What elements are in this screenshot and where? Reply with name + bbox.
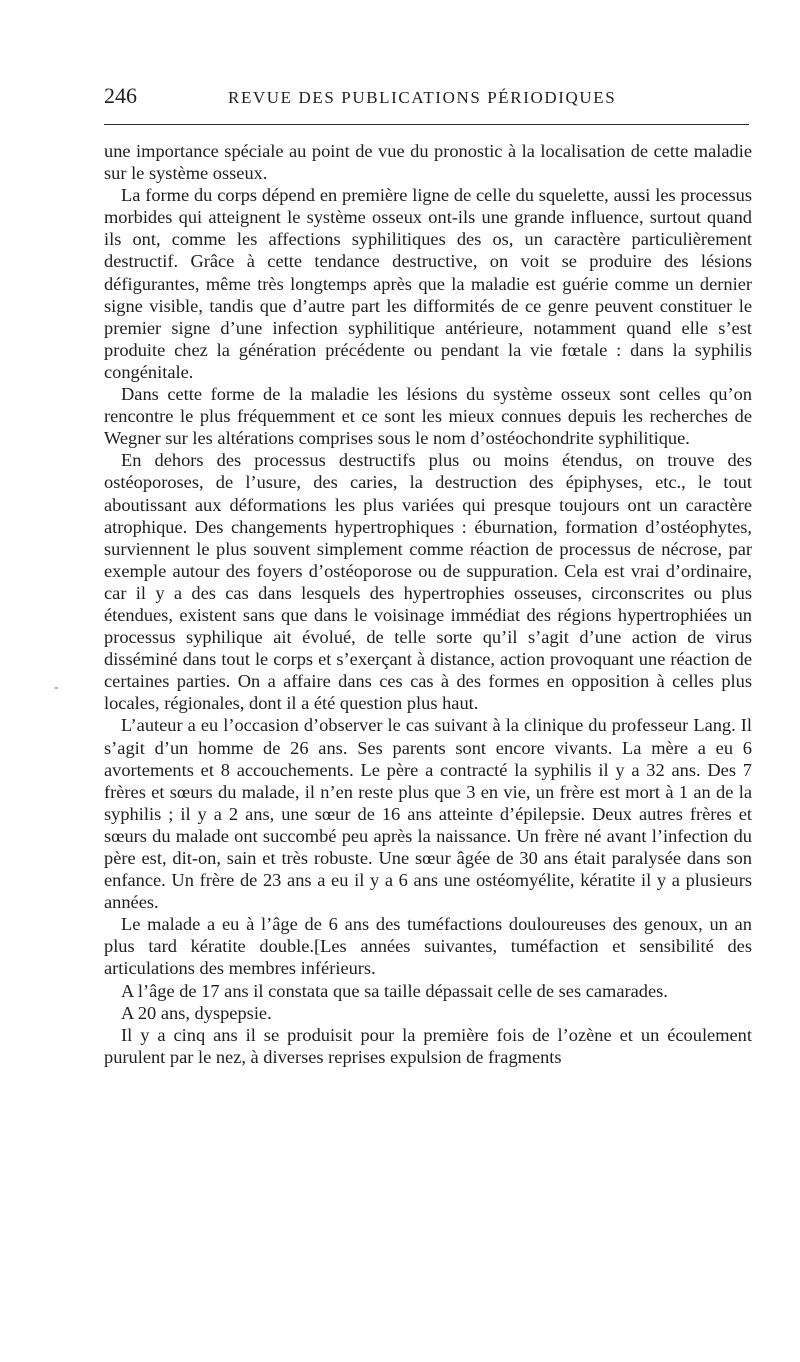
paragraph: A 20 ans, dyspepsie. [121,1002,272,1023]
paragraph: En dehors des processus destructifs plus ou moins étendus, on trouve des ostéoporoses, de l’usure, des caries, la destruction des épiphyses, etc., le tout aboutissant aux déformations les plus variées qui presque toujours ont un caractère atrophique. Des changements hypertrophiques : éburnation, formation d’ostéophytes, surviennent le plus souvent simplement comme réaction de processus de nécrose, par exemple autour des foyers d’ostéoporose ou de suppuration. Cela est vrai d’ordinaire, car il y a des cas dans lesquels des hypertrophies osseuses, circonscrites ou plus étendues, existent sans que dans le voisinage immédiat des régions hypertrophiées un processus syphilique ait évolué, de telle sorte qu’il s’agit d’une action de virus disséminé dans tout le corps et s’exerçant à distance, action provoquant une réaction de certaines parties. On a affaire dans ces cas à des formes en opposition à celles plus locales, régionales, dont il a été question plus haut. [104,450,752,714]
running-head: REVUE DES PUBLICATIONS PÉRIODIQUES [228,88,617,107]
paragraph: Il y a cinq ans il se produisit pour la première fois de l’ozène et un écoulement purulent par le nez, à diverses reprises expulsion de fragments [104,1024,752,1067]
body-text [104,140,752,1068]
paragraph: L’auteur a eu l’occasion d’observer le cas suivant à la clinique du professeur Lang. Il s’agit d’un homme de 26 ans. Ses parents sont encore vivants. La mère a eu 6 avortements et 8 accouchements. Le père a contracté la syphilis il y a 32 ans. Des 7 frères et sœurs du malade, il n’en reste plus que 3 en vie, un frère est mort à 1 an de la syphilis ; il y a 2 ans, une sœur de 16 ans atteinte d’épilepsie. Deux autres frères et sœurs du malade ont succombé peu après la naissance. Un frère né avant l’infection du père est, dit-on, sain et très robuste. Une sœur âgée de 30 ans était paralysée dans son enfance. Un frère de 23 ans a eu il y a 6 ans une ostéomyélite, kératite il y a plusieurs années. [104,715,752,913]
paragraph: La forme du corps dépend en première ligne de celle du squelette, aussi les processus morbides qui atteignent le système osseux ont-ils une grande influence, surtout quand ils ont, comme les affections syphilitiques des os, un caractère particulièrement destructif. Grâce à cette tendance destructive, on voit se produire des lésions défigurantes, même très longtemps après que la maladie est guérie comme un dernier signe visible, tandis que d’autre part les difformités de ce genre peuvent constituer le premier signe d’une infection syphilitique antérieure, notamment quand elle s’est produite chez la génération précédente ou pendant la vie fœtale : dans la syphilis congénitale. [104,185,752,382]
paragraph: Le malade a eu à l’âge de 6 ans des tuméfactions douloureuses des genoux, un an plus tard kératite double.[Les années suivantes, tuméfaction et sensibilité des articulations des membres inférieurs. [104,914,752,979]
page-number: 246 [104,83,137,108]
header-rule [104,124,749,125]
margin-mark: - [54,680,59,695]
paragraph: Dans cette forme de la maladie les lésions du système osseux sont celles qu’on rencontre le plus fréquemment et ce sont les mieux connues depuis les recherches de Wegner sur les altérations comprises sous le nom d’ostéochondrite syphilitique. [104,384,752,449]
paragraph: une importance spéciale au point de vue du pronostic à la localisation de cette maladie sur le système osseux. [104,141,752,184]
paragraph: A l’âge de 17 ans il constata que sa taille dépassait celle de ses camarades. [121,980,668,1001]
page-header [104,84,750,114]
